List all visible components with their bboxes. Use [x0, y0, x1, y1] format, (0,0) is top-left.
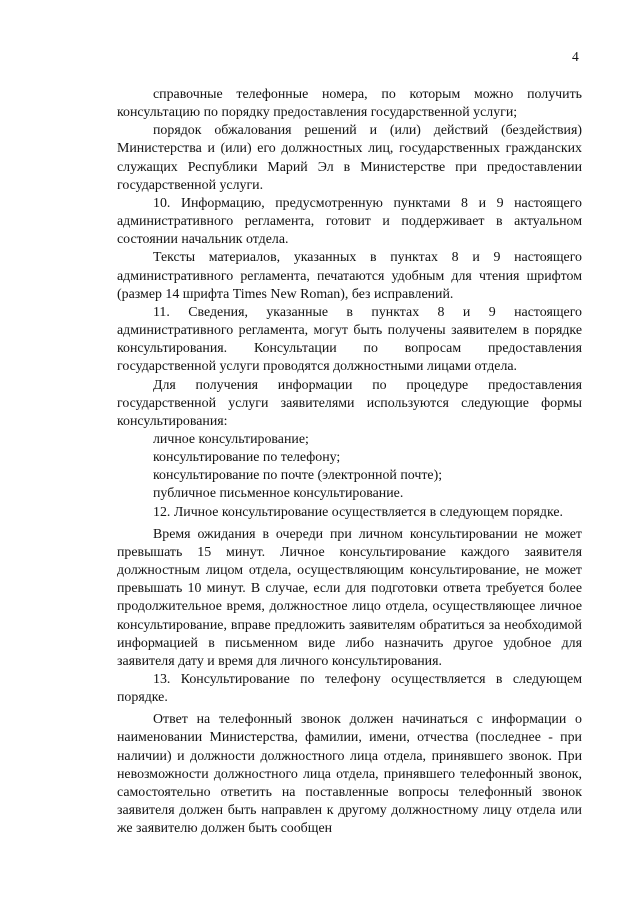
paragraph-personal-consultation: Время ожидания в очереди при личном консультировании не может превышать 15 минут. Личное консультирование каждого заявителя должностным лицом отдела, осуществляющим консультирование, не может превышать 10 минут. В случае, если для подготовки ответа требуется более продолжительное время, должностное лицо отдела, осуществляющее личное консультирование, вправе предложить заявителям обратиться за необходимой информацией в письменном виде либо назначить другое удобное для заявителя дату и время для личного консультирования.: [117, 526, 582, 669]
list-item: консультирование по телефону;: [153, 450, 341, 466]
paragraph-materials-font: Тексты материалов, указанных в пунктах 8 и 9 настоящего административного регламента, печатаются удобным для чтения шрифтом (размер 14 шрифта Times New Roman), без исправлений.: [117, 250, 582, 302]
list-item: консультирование по почте (электронной почте);: [153, 468, 443, 484]
paragraph-clause-11: 11. Сведения, указанные в пунктах 8 и 9 настоящего административного регламента, могут быть получены заявителем в порядке консультирования. Консультации по вопросам предоставления государственной услуги проводятся должностными лицами отдела.: [117, 304, 582, 375]
list-item: публичное письменное консультирование.: [153, 486, 404, 502]
consultation-forms-list: [117, 431, 582, 504]
paragraph-clause-13: 13. Консультирование по телефону осуществляется в следующем порядке.: [117, 672, 582, 706]
page-number: 4: [572, 49, 579, 64]
paragraph-clause-12: 12. Личное консультирование осуществляется в следующем порядке.: [153, 504, 564, 520]
paragraph-phone-answer: Ответ на телефонный звонок должен начинаться с информации о наименовании Министерства, фамилии, имени, отчества (последнее - при наличии) и должности должностного лица отдела, принявшего звонок. При невозможности должностного лица отдела, принявшего телефонный звонок, самостоятельно ответить на поставленные вопросы телефонный звонок заявителя должен быть направлен к другому должностному лицу отдела или же заявителю должен быть сообщен: [117, 712, 582, 837]
paragraph-consultation-forms-intro: Для получения информации по процедуре предоставления государственной услуги заявителями используются следующие формы консультирования:: [117, 377, 582, 429]
paragraph-appeal-procedure: порядок обжалования решений и (или) действий (бездействия) Министерства и (или) его должностных лиц, государственных гражданских служащих Республики Марий Эл в Министерстве при предоставлении государственной услуги.: [117, 123, 582, 193]
document-body: [117, 86, 582, 838]
paragraph-clause-10: 10. Информацию, предусмотренную пунктами 8 и 9 настоящего административного регламента, готовит и поддерживает в актуальном состоянии начальник отдела.: [117, 195, 582, 248]
paragraph-reference-phones: справочные телефонные номера, по которым можно получить консультацию по порядку предоставления государственной услуги;: [117, 87, 582, 121]
list-item: личное консультирование;: [153, 431, 309, 447]
